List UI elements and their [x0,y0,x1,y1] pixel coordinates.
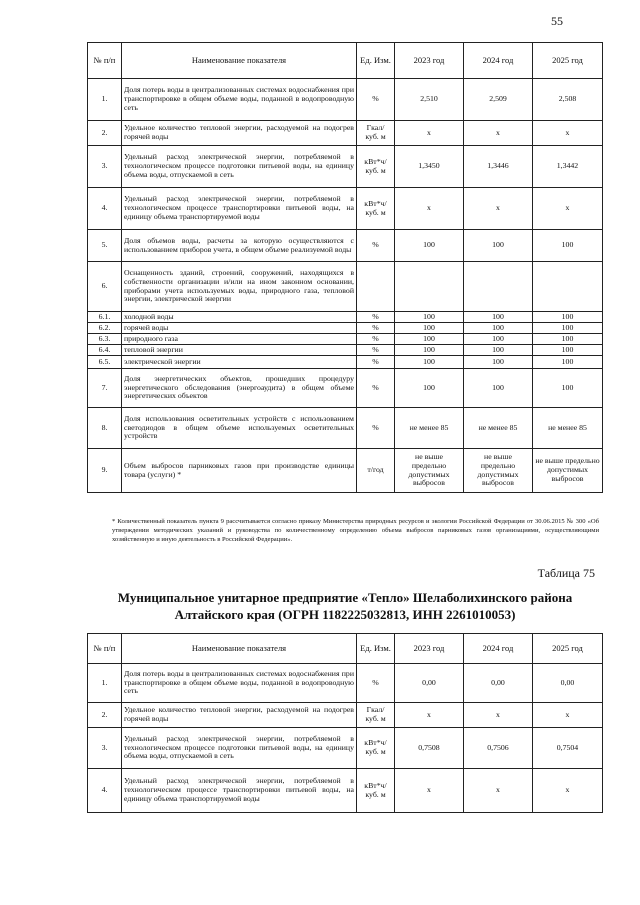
row-indicator-name: Удельный расход электрической энергии, потребляемой в технологическом процессе подготовки питьевой воды, на единицу объема воды, отпускаемой в сеть [122,728,357,769]
row-unit: кВт*ч/ куб. м [357,146,395,188]
row-value-2024: x [464,769,533,813]
row-unit: % [357,323,395,334]
row-value-2025: x [533,188,603,230]
header-2024: 2024 год [464,634,533,664]
row-number: 2. [88,121,122,146]
row-value-2024: не менее 85 [464,408,533,449]
header-2024: 2024 год [464,43,533,79]
row-indicator-name: Доля потерь воды в централизованных системах водоснабжения при транспортировке в общем объеме воды, поданной в водопроводную сеть [122,664,357,703]
row-value-2024: 100 [464,345,533,356]
row-indicator-name: Доля объемов воды, расчеты за которую осуществляются с использованием приборов учета, в общем объеме реализуемой воды [122,230,357,262]
table-row [88,188,603,230]
row-value-2025: не менее 85 [533,408,603,449]
row-number: 6.4. [88,345,122,356]
row-value-2024: 100 [464,334,533,345]
table-body [88,664,603,813]
row-value-2025: 100 [533,323,603,334]
table-caption: Таблица 75 [537,566,595,580]
row-indicator-name: Доля использования осветительных устройств с использованием светодиодов в общем объеме используемых осветительных устройств [122,408,357,449]
row-value-2025: 100 [533,312,603,323]
row-value-2023: 100 [395,230,464,262]
table-row [88,664,603,703]
row-indicator-name: электрической энергии [122,356,357,369]
header-unit: Ед. Изм. [357,634,395,664]
table-row [88,769,603,813]
table-row [88,312,603,323]
row-indicator-name: природного газа [122,334,357,345]
row-value-2023: x [395,769,464,813]
header-2025: 2025 год [533,634,603,664]
row-value-2024: 100 [464,323,533,334]
indicators-table-74 [87,42,603,493]
row-indicator-name: тепловой энергии [122,345,357,356]
table-row [88,146,603,188]
row-value-2025 [533,262,603,312]
row-value-2024: x [464,188,533,230]
footnote: * Количественный показатель пункта 9 рассчитывается согласно приказу Министерства природных ресурсов и экологии Российской Федерации от 30.06.2015 № 300 «Об утверждении методических указаний и руководства по количественному определению объема выбросов парниковых газов организациями, осуществляющими хозяйственную и иную деятельность в Российской Федерации». [112,518,599,543]
row-number: 4. [88,188,122,230]
row-value-2024: 100 [464,369,533,408]
row-indicator-name: Оснащенность зданий, строений, сооружений, находящихся в собственности организации и/или на ином законном основании, приборами учета используемых воды, природного газа, тепловой энергии, электрической энергии [122,262,357,312]
row-value-2023: 100 [395,312,464,323]
indicators-table-75 [87,633,603,813]
row-unit: % [357,408,395,449]
row-indicator-name: холодной воды [122,312,357,323]
table-body [88,79,603,493]
header-unit: Ед. Изм. [357,43,395,79]
header-num: № п/п [88,43,122,79]
row-value-2025: 100 [533,230,603,262]
table-row [88,408,603,449]
row-value-2023: не менее 85 [395,408,464,449]
row-value-2025: 2,508 [533,79,603,121]
row-value-2025: 0,00 [533,664,603,703]
row-value-2023: не выше предельно допустимых выбросов [395,449,464,493]
table-row [88,121,603,146]
row-value-2024: не выше предельно допустимых выбросов [464,449,533,493]
page-number: 55 [551,14,563,28]
row-unit: % [357,79,395,121]
row-value-2024: 100 [464,356,533,369]
row-value-2023: 100 [395,345,464,356]
header-2023: 2023 год [395,43,464,79]
row-number: 7. [88,369,122,408]
table-header-row [88,634,603,664]
row-value-2024: x [464,703,533,728]
row-number: 6.1. [88,312,122,323]
row-indicator-name: Удельное количество тепловой энергии, расходуемой на подогрев горячей воды [122,703,357,728]
table-header-row [88,43,603,79]
row-value-2023: 100 [395,334,464,345]
row-value-2023: x [395,703,464,728]
row-value-2024 [464,262,533,312]
row-unit: % [357,312,395,323]
header-name: Наименование показателя [122,43,357,79]
row-value-2023: x [395,188,464,230]
row-value-2025: 0,7504 [533,728,603,769]
row-number: 8. [88,408,122,449]
table-row [88,356,603,369]
row-value-2025: x [533,769,603,813]
row-value-2023: 0,7508 [395,728,464,769]
table-row [88,728,603,769]
row-value-2024: 100 [464,230,533,262]
row-unit: т/год [357,449,395,493]
header-num: № п/п [88,634,122,664]
row-value-2024: 2,509 [464,79,533,121]
row-number: 3. [88,728,122,769]
row-number: 1. [88,664,122,703]
table-row [88,334,603,345]
row-value-2025: не выше предельно допустимых выбросов [533,449,603,493]
row-value-2025: x [533,703,603,728]
table-row [88,369,603,408]
table-row [88,79,603,121]
header-2023: 2023 год [395,634,464,664]
row-value-2024: 0,00 [464,664,533,703]
table-row [88,230,603,262]
row-unit: % [357,664,395,703]
row-value-2025: 100 [533,345,603,356]
row-indicator-name: Объем выбросов парниковых газов при производстве единицы товара (услуги) * [122,449,357,493]
row-unit: % [357,334,395,345]
row-number: 6.2. [88,323,122,334]
row-value-2024: 0,7506 [464,728,533,769]
row-indicator-name: Доля потерь воды в централизованных системах водоснабжения при транспортировке в общем объеме воды, поданной в водопроводную сеть [122,79,357,121]
row-unit: % [357,369,395,408]
row-unit [357,262,395,312]
row-indicator-name: Удельный расход электрической энергии, потребляемой в технологическом процессе подготовки питьевой воды, на единицу объема воды, отпускаемой в сеть [122,146,357,188]
row-value-2025: 100 [533,356,603,369]
row-indicator-name: Удельный расход электрической энергии, потребляемой в технологическом процессе транспортировки питьевой воды, на единицу объема транспортируемой воды [122,769,357,813]
row-value-2025: 1,3442 [533,146,603,188]
row-unit: % [357,356,395,369]
row-value-2023: 2,510 [395,79,464,121]
header-2025: 2025 год [533,43,603,79]
row-value-2023: 0,00 [395,664,464,703]
row-value-2023: 1,3450 [395,146,464,188]
table-row [88,449,603,493]
row-indicator-name: горячей воды [122,323,357,334]
row-value-2023: 100 [395,356,464,369]
row-value-2023: 100 [395,323,464,334]
organization-title: Муниципальное унитарное предприятие «Тепло» Шелаболихинского района Алтайского края (ОГРН 1182225032813, ИНН 2261010053) [117,590,573,622]
row-unit: Гкал/ куб. м [357,121,395,146]
row-value-2023: x [395,121,464,146]
table-row [88,703,603,728]
row-value-2024: 1,3446 [464,146,533,188]
row-value-2024: x [464,121,533,146]
row-unit: кВт*ч/ куб. м [357,728,395,769]
row-number: 6.5. [88,356,122,369]
table-row [88,345,603,356]
row-indicator-name: Доля энергетических объектов, прошедших процедуру энергетического обследования (энергоаудита) в общем объеме энергетических объектов [122,369,357,408]
row-number: 5. [88,230,122,262]
row-value-2025: 100 [533,334,603,345]
row-unit: % [357,345,395,356]
row-unit: % [357,230,395,262]
row-indicator-name: Удельное количество тепловой энергии, расходуемой на подогрев горячей воды [122,121,357,146]
row-number: 3. [88,146,122,188]
row-number: 4. [88,769,122,813]
row-value-2025: x [533,121,603,146]
row-number: 1. [88,79,122,121]
row-indicator-name: Удельный расход электрической энергии, потребляемой в технологическом процессе транспортировки питьевой воды, на единицу объема транспортируемой воды [122,188,357,230]
row-value-2024: 100 [464,312,533,323]
header-name: Наименование показателя [122,634,357,664]
table-row [88,323,603,334]
row-value-2025: 100 [533,369,603,408]
row-unit: Гкал/ куб. м [357,703,395,728]
row-number: 2. [88,703,122,728]
row-value-2023 [395,262,464,312]
table-row [88,262,603,312]
row-value-2023: 100 [395,369,464,408]
row-number: 9. [88,449,122,493]
row-unit: кВт*ч/ куб. м [357,188,395,230]
row-unit: кВт*ч/ куб. м [357,769,395,813]
row-number: 6. [88,262,122,312]
row-number: 6.3. [88,334,122,345]
